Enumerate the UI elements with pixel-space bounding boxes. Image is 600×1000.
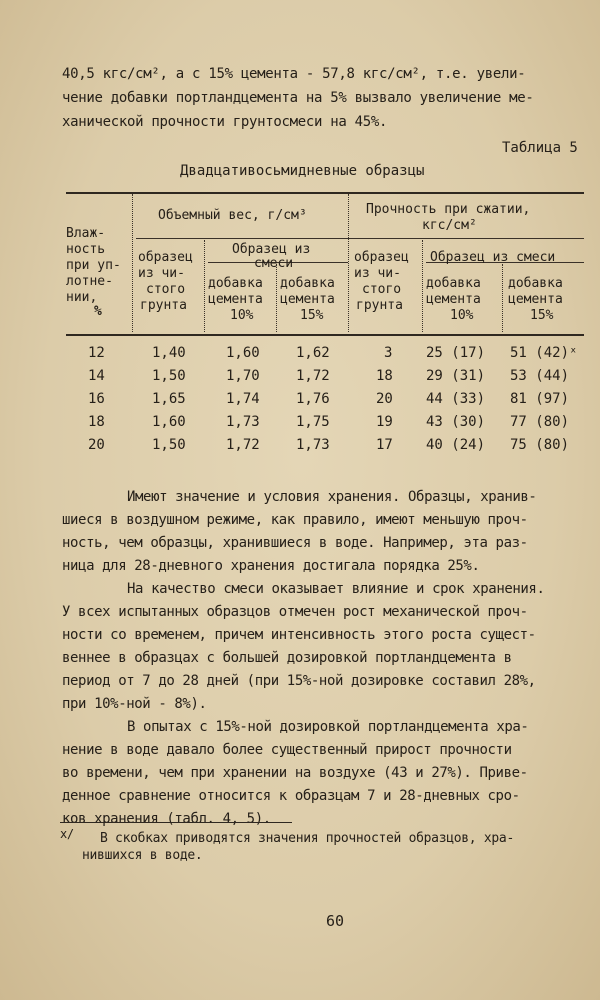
text-line: ность, чем образцы, хранившиеся в воде. Например, эта раз-: [62, 535, 528, 551]
header-moisture: %: [94, 304, 102, 319]
text-line: ности со временем, причем интенсивность этого роста сущест-: [62, 627, 536, 643]
column-divider: [204, 240, 205, 332]
header-additive-10: цемента: [208, 292, 263, 307]
text-line: ков хранения (табл. 4, 5).: [62, 811, 271, 827]
cell-vw-15: 1,75: [296, 414, 330, 430]
cell-vw-15: 1,62: [296, 345, 330, 361]
header-additive-10: добавка: [426, 276, 481, 291]
header-soil-sample: грунта: [140, 298, 187, 313]
header-additive-10: 10%: [230, 308, 254, 323]
table-row: [66, 415, 584, 437]
table-row: [66, 346, 584, 368]
table-row: [66, 369, 584, 391]
column-divider: [502, 264, 503, 332]
cell-vw-10: 1,74: [226, 391, 260, 407]
header-moisture: ность: [66, 242, 106, 257]
cell-vw-15: 1,76: [296, 391, 330, 407]
header-soil-sample: стого: [362, 282, 402, 297]
text-line: период от 7 до 28 дней (при 15%-ной дозировке составил 28%,: [62, 673, 536, 689]
text-line: Имеют значение и условия хранения. Образцы, хранив-: [127, 489, 537, 505]
header-mix-sample: Образец из: [232, 242, 311, 257]
footnote: [60, 827, 592, 864]
cell-s-soil: 18: [376, 368, 393, 384]
header-soil-sample: из чи-: [354, 266, 401, 281]
data-table: [66, 192, 584, 462]
cell-s-10: 29 (31): [426, 368, 486, 384]
cell-vw-soil: 1,60: [152, 414, 186, 430]
header-additive-15: цемента: [280, 292, 335, 307]
header-moisture: при уп-: [66, 258, 121, 273]
header-volume-weight: Объемный вес, г/см³: [158, 208, 307, 223]
cell-s-soil: 19: [376, 414, 393, 430]
text-line: В опытах с 15%-ной дозировкой портландцемента хра-: [127, 719, 529, 735]
text-line: нение в воде давало более существенный прирост прочности: [62, 742, 512, 758]
column-divider: [276, 264, 277, 332]
cell-s-soil: 20: [376, 391, 393, 407]
text-line: У всех испытанных образцов отмечен рост механической проч-: [62, 604, 528, 620]
header-soil-sample: грунта: [356, 298, 403, 313]
footnote-rule: [60, 822, 292, 823]
text-line: ханической прочности грунтосмеси на 45%.: [62, 114, 388, 130]
intro-paragraph: [62, 62, 582, 134]
cell-s-15: 77 (80): [510, 414, 570, 430]
cell-moisture: 12: [88, 345, 105, 361]
header-additive-15: цемента: [508, 292, 563, 307]
cell-moisture: 20: [88, 437, 105, 453]
cell-vw-10: 1,72: [226, 437, 260, 453]
header-mix-sample: смеси: [254, 256, 294, 271]
cell-s-soil: 17: [376, 437, 393, 453]
text-line: веннее в образцах с большей дозировкой портландцемента в: [62, 650, 512, 666]
cell-s-soil: 3: [384, 345, 393, 361]
footnote-line: нившихся в воде.: [82, 848, 203, 863]
cell-moisture: 14: [88, 368, 105, 384]
header-additive-15: 15%: [530, 308, 554, 323]
header-moisture: нии,: [66, 290, 98, 305]
text-line: при 10%-ной - 8%).: [62, 696, 207, 712]
column-divider: [348, 194, 349, 332]
cell-moisture: 18: [88, 414, 105, 430]
header-soil-sample: образец: [138, 250, 193, 265]
text-line: во времени, чем при хранении на воздухе (43 и 27%). Приве-: [62, 765, 528, 781]
text-line: ница для 28-дневного хранения достигала порядка 25%.: [62, 558, 480, 574]
cell-s-15: 75 (80): [510, 437, 570, 453]
cell-vw-soil: 1,50: [152, 368, 186, 384]
header-strength: Прочность при сжатии,: [366, 202, 531, 217]
cell-vw-10: 1,70: [226, 368, 260, 384]
cell-vw-soil: 1,65: [152, 391, 186, 407]
body-text: [62, 486, 592, 831]
footnote-line: В скобках приводятся значения прочностей образцов, хра-: [100, 831, 514, 846]
text-line: шиеся в воздушном режиме, как правило, имеют меньшую проч-: [62, 512, 528, 528]
cell-s-10: 43 (30): [426, 414, 486, 430]
column-divider: [422, 240, 423, 332]
table-row: [66, 392, 584, 414]
cell-moisture: 16: [88, 391, 105, 407]
cell-vw-10: 1,73: [226, 414, 260, 430]
cell-vw-15: 1,72: [296, 368, 330, 384]
header-soil-sample: стого: [146, 282, 186, 297]
cell-vw-10: 1,60: [226, 345, 260, 361]
column-divider: [132, 194, 133, 332]
table-number: Таблица 5: [502, 140, 578, 156]
text-line: чение добавки портландцемента на 5% вызвало увеличение ме-: [62, 90, 534, 106]
header-additive-10: добавка: [208, 276, 263, 291]
cell-vw-15: 1,73: [296, 437, 330, 453]
cell-s-15: 51 (42)ˣ: [510, 345, 578, 361]
text-line: 40,5 кгс/см², а с 15% цемента - 57,8 кгс/см², т.е. увели-: [62, 66, 526, 82]
header-additive-15: 15%: [300, 308, 324, 323]
header-soil-sample: из чи-: [138, 266, 185, 281]
group-rule: [136, 238, 584, 239]
text-line: На качество смеси оказывает влияние и срок хранения.: [127, 581, 545, 597]
cell-s-15: 81 (97): [510, 391, 570, 407]
header-moisture: лотне-: [66, 274, 113, 289]
cell-vw-soil: 1,50: [152, 437, 186, 453]
table-caption: Двадцативосьмидневные образцы: [180, 163, 425, 179]
cell-s-15: 53 (44): [510, 368, 570, 384]
footnote-marker: x/: [60, 827, 74, 841]
table-row: [66, 438, 584, 460]
header-mix-sample: Образец из смеси: [430, 250, 556, 265]
cell-s-10: 40 (24): [426, 437, 486, 453]
table-top-rule: [66, 192, 584, 194]
header-strength-units: кгс/см²: [422, 218, 477, 233]
cell-s-10: 44 (33): [426, 391, 486, 407]
cell-vw-soil: 1,40: [152, 345, 186, 361]
cell-s-10: 25 (17): [426, 345, 486, 361]
header-additive-15: добавка: [508, 276, 563, 291]
header-additive-10: цемента: [426, 292, 481, 307]
header-moisture: Влаж-: [66, 226, 106, 241]
text-line: денное сравнение относится к образцам 7 и 28-дневных сро-: [62, 788, 520, 804]
page-number: 60: [326, 912, 345, 930]
header-soil-sample: образец: [354, 250, 409, 265]
header-additive-15: добавка: [280, 276, 335, 291]
header-bottom-rule: [66, 334, 584, 336]
header-additive-10: 10%: [450, 308, 474, 323]
